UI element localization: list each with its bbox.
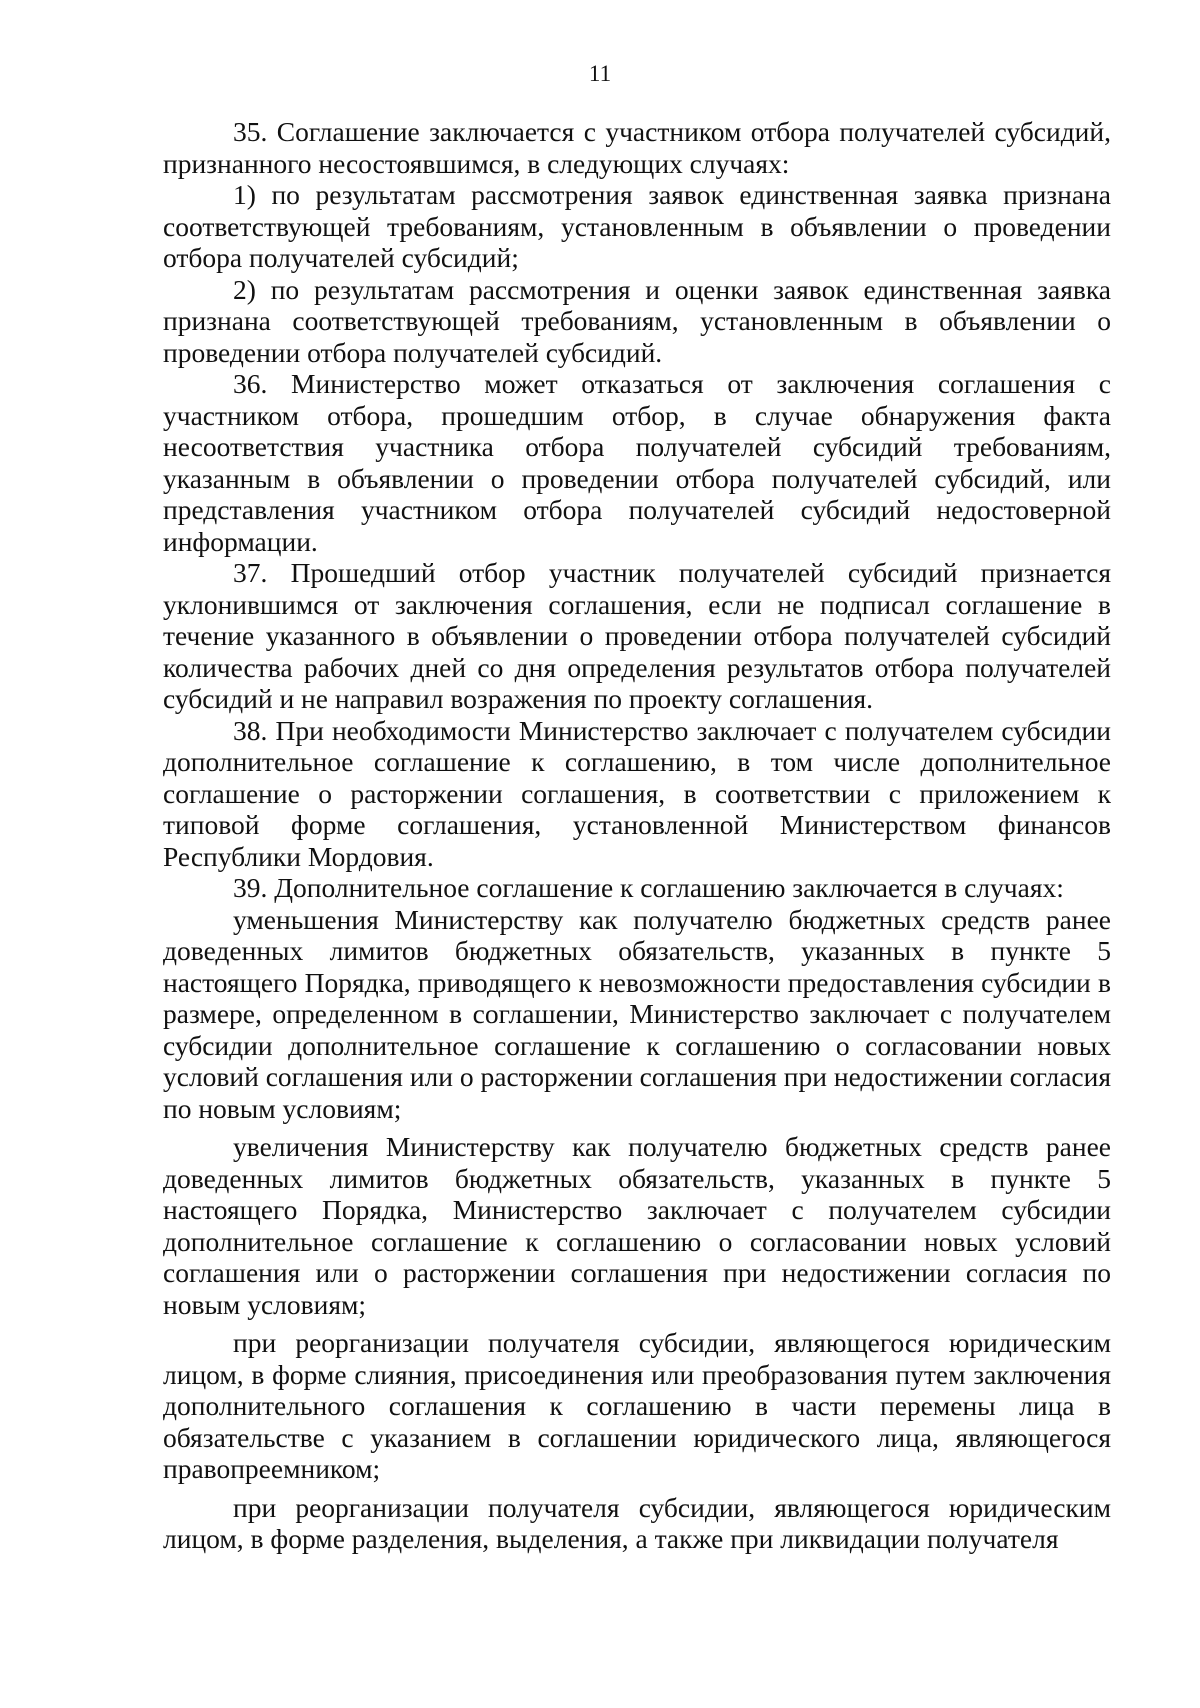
paragraph-39-case-merger: при реорганизации получателя субсидии, являющегося юридическим лицом, в форме слияния, присоединения или преобразования путем заключения дополнительного соглашения к соглашению в части перемены лица в обязательстве с указанием в соглашении юридического лица, являющегося правопреемником;	[163, 1327, 1111, 1484]
paragraph-37: 37. Прошедший отбор участник получателей субсидий признается уклонившимся от заключения соглашения, если не подписал соглашение в течение указанного в объявлении о проведении отбора получателей субсидий количества рабочих дней со дня определения результатов отбора получателей субсидий и не направил возражения по проекту соглашения.	[163, 557, 1111, 714]
paragraph-35-item-1: 1) по результатам рассмотрения заявок единственная заявка признана соответствующей требованиям, установленным в объявлении о проведении отбора получателей субсидий;	[163, 179, 1111, 273]
paragraph-39-case-decrease: уменьшения Министерству как получателю бюджетных средств ранее доведенных лимитов бюджетных обязательств, указанных в пункте 5 настоящего Порядка, приводящего к невозможности предоставления субсидии в размере, определенном в соглашении, Министерство заключает с получателем субсидии дополнительное соглашение к соглашению о согласовании новых условий соглашения или о расторжении соглашения при недостижении согласия по новым условиям;	[163, 903, 1111, 1124]
paragraph-39-case-increase: увеличения Министерству как получателю бюджетных средств ранее доведенных лимитов бюджетных обязательств, указанных в пункте 5 настоящего Порядка, Министерство заключает с получателем субсидии дополнительное соглашение к соглашению о согласовании новых условий соглашения или о расторжении соглашения при недостижении согласия по новым условиям;	[163, 1131, 1111, 1320]
paragraph-36: 36. Министерство может отказаться от заключения соглашения с участником отбора, прошедшим отбор, в случае обнаружения факта несоответствия участника отбора получателей субсидий требованиям, указанным в объявлении о проведении отбора получателей субсидий, или представления участником отбора получателей субсидий недостоверной информации.	[163, 368, 1111, 557]
paragraph-39: 39. Дополнительное соглашение к соглашению заключается в случаях:	[233, 872, 1064, 903]
paragraph-35: 35. Соглашение заключается с участником отбора получателей субсидий, признанного несостоявшимся, в следующих случаях:	[163, 116, 1111, 179]
body-text	[163, 116, 1111, 1555]
paragraph-35-item-2: 2) по результатам рассмотрения и оценки заявок единственная заявка признана соответствующей требованиям, установленным в объявлении о проведении отбора получателей субсидий.	[163, 273, 1111, 368]
page-number: 11	[588, 61, 612, 86]
paragraph-39-case-division: при реорганизации получателя субсидии, являющегося юридическим лицом, в форме разделения, выделения, а также при ликвидации получателя	[163, 1491, 1111, 1554]
paragraph-38: 38. При необходимости Министерство заключает с получателем субсидии дополнительное соглашение к соглашению, в том числе дополнительное соглашение о расторжении соглашения, в соответствии с приложением к типовой форме соглашения, установленной Министерством финансов Республики Мордовия.	[163, 714, 1111, 872]
